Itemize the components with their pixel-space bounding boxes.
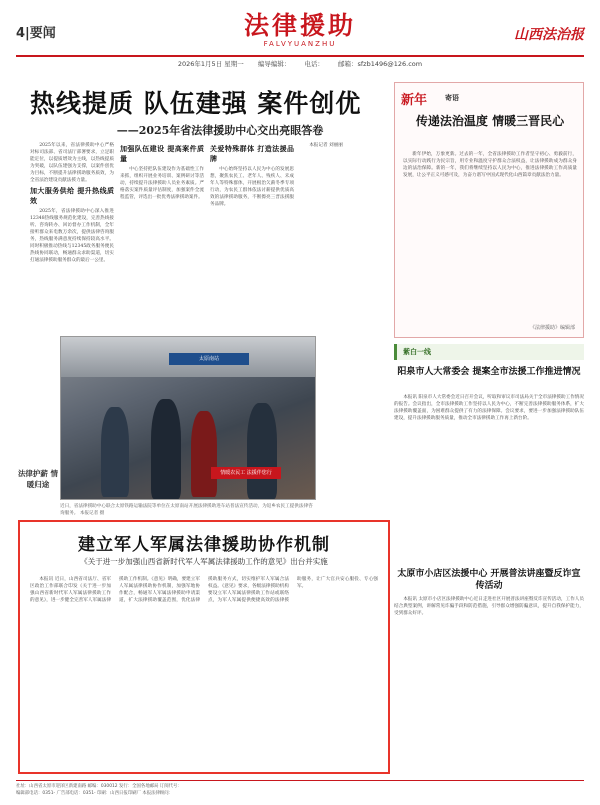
footer-line-1: 社址：山西省太原市迎泽区新建南路 邮编：030012 发行：全国各地邮局 订阅代号： [16, 784, 182, 789]
news-photo [60, 336, 316, 500]
new-year-message-box [394, 82, 584, 338]
page-header [16, 12, 584, 52]
lead-section-heading: 关爱特殊群体 打造法援品牌 [210, 145, 294, 163]
editor-label: 编导编辑： [257, 60, 291, 68]
new-year-body [403, 151, 577, 323]
lead-column-2 [120, 142, 204, 332]
station-sign: 太原南站 [169, 353, 249, 365]
lead-column-4 [300, 142, 388, 332]
story-title: 阳泉市人大常委会 提案全市法援工作推进情况 [397, 367, 581, 377]
issue-date: 2026年1月5日 星期一 [177, 60, 244, 68]
header-divider [16, 55, 584, 57]
person-figure [247, 403, 277, 499]
person-figure [151, 399, 181, 499]
lead-byline: 本报记者 刘丽丽 [309, 143, 343, 148]
person-figure [191, 411, 217, 497]
person-figure [101, 407, 129, 497]
lead-intro: 2025年以来，省法律援助中心严格对标司法部、省司法厅部署要求，立足职能定位，以提质增效为主线，以热线提质为突破，以队伍建强为支撑，以案件创优为目标，不断提升法律援助服务质效，为全省法治建设贡献法援力量。 [30, 143, 114, 183]
lead-column-3 [210, 142, 294, 332]
new-year-text: 新年伊始，万象更新。过去的一年，全省法律援助工作者坚守初心、勇毅前行，以实际行动践行为民宗旨，用专业和温度守护群众合法权益，让法律援助成为群众身边的法治保障。新的一年，我们将继续坚持以人民为中心，推进法律援助工作高质量发展，让公平正义可感可及，为奋力谱写中国式现代化山西篇章贡献法治力量。 [403, 152, 577, 178]
photo-banner: 情暖农民工 法援伴您行 [211, 467, 281, 479]
featured-body [30, 576, 378, 764]
lead-section-text: 中心始终坚持以人民为中心的发展思想，聚焦农民工、老年人、残疾人、未成年人等特殊群体，开展根治欠薪冬季专项行动，为农民工群体依法讨薪提供优质高效的法律援助服务，不断擦亮三晋法援服务品牌。 [210, 167, 294, 207]
story-text: 本报讯 阳泉市人大常委会近日召开会议，听取和审议市司法局关于全市法律援助工作情况的报告。会议指出，全市法律援助工作坚持以人民为中心，不断完善法律援助服务体系，扩大法律援助覆盖面，为困难群众提供了有力的法律保障。会议要求，要进一步加强法律援助队伍建设，提升法律援助服务质量，推动全市法律援助工作再上新台阶。 [394, 395, 584, 421]
lead-column-1 [30, 142, 114, 332]
new-year-title: 传递法治温度 情暖三晋民心 [415, 114, 565, 128]
photo-side-caption: 法律护薪 情暖归途 [17, 469, 59, 489]
page-footer [16, 783, 584, 797]
lead-section-heading: 加强队伍建设 提高案件质量 [120, 145, 204, 163]
featured-text: 本报讯 近日，山西省司法厅、省军区政治工作部联合印发《关于进一步加强山西省新时代军人军属法律援助工作的意见》，进一步健全完善军人军属法律援助工作机制。《意见》明确，要建立军人军属法律援助协作机制，加强军地协作配合，畅通军人军属法律援助申请渠道，扩大法律援助覆盖范围，优化法律援助服务方式，切实维护军人军属合法权益。《意见》要求，各级法律援助机构要设立军人军属法律援助工作站或联络点，为军人军属提供便捷高效的法律援助服务，让广大官兵安心服役、专心强军。 [30, 577, 378, 603]
masthead-title: 法律援助 [243, 11, 356, 40]
dateline [16, 59, 584, 68]
lead-section-text: 中心坚持把队伍建设作为基础性工作来抓，组织开展业务培训、案例研讨等活动，持续提升法律援助人员业务素质。严格落实案件质量评估制度，加强案件全流程监管，评选出一批优秀法律援助案件。 [120, 167, 204, 200]
story-title: 太原市小店区法援中心 开展普法讲座暨反诈宣传活动 [397, 569, 581, 591]
featured-subhead: 《关于进一步加强山西省新时代军人军属法律援助工作的意见》出台并实施 [80, 557, 328, 566]
new-year-signature: 《法律援助》编辑部 [529, 325, 575, 331]
photo-caption: 近日，省法律援助中心联合太原铁路运输法院等单位在太原南站开展法律援助进车站普法宣传活动，为返乡农民工提供法律咨询服务。 本报记者 摄 [60, 504, 313, 516]
footer-divider [16, 780, 584, 781]
featured-story-box [18, 520, 390, 774]
masthead-pinyin: FALVYUANZHU [263, 40, 337, 48]
column-badge: 紫白一线 [394, 344, 584, 360]
new-year-tag-suffix: 寄语 [445, 94, 459, 102]
email-address: 邮箱：sfzb1496@126.com [338, 60, 423, 68]
lead-section-heading: 加大服务供给 提升热线质效 [30, 187, 114, 205]
new-year-tag: 新年 [401, 93, 428, 108]
lead-subhead: ——2025年省法律援助中心交出亮眼答卷 [116, 124, 324, 137]
story-body [394, 596, 584, 774]
lead-headline: 热线提质 队伍建强 案件创优 [30, 89, 362, 118]
lead-section-text: 2025年，省法律援助中心深入推进12348热线服务规范化建设，完善热线接听、咨询转办、回访督办工作机制，全年接听群众来电数万余次，提供法律咨询服务，热线服务满意度持续保持较高水平。同时积极推动热线与12345政务服务便民热线协同联动，畅通群众求助渠道，切实打通法律援助服务群众的最后一公里。 [30, 209, 114, 263]
page-section-label: 4|要闻 [16, 26, 56, 41]
story-text: 本报讯 太原市小店区法律援助中心近日走进社区开展普法讲座暨反诈宣传活动，工作人员结合典型案例，讲解常见诈骗手段和防范措施，引导群众增强防骗意识，提升自我保护能力，受到群众好评。 [394, 597, 584, 616]
contact-label: 电话： [304, 60, 324, 68]
newspaper-logo: 山西法治报 [514, 27, 584, 43]
footer-line-2: 编辑部电话：0351- 广告部电话：0351- 印刷：山西日报印刷厂 本报法律顾问： [16, 791, 174, 796]
featured-headline: 建立军人军属法律援助协作机制 [78, 535, 330, 555]
story-body [394, 394, 584, 562]
